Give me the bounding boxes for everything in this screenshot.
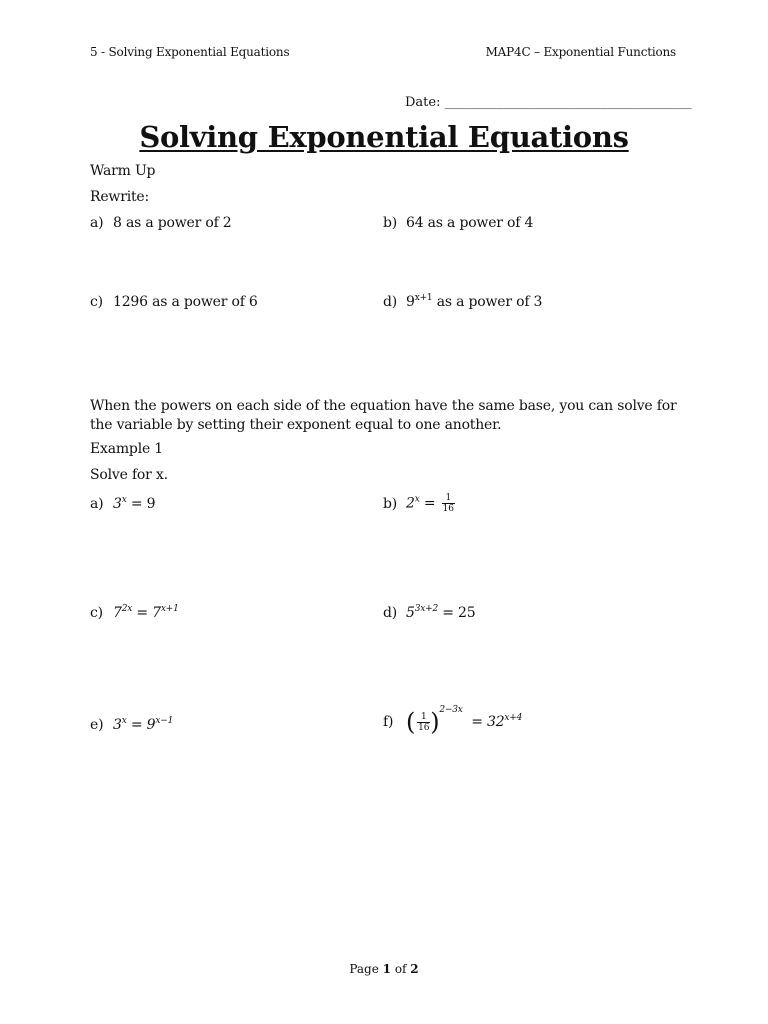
item-label: b) bbox=[383, 215, 398, 231]
explanation-paragraph: When the powers on each side of the equation have the same base, you can solve for the variable by setting their exponent equal to one another. bbox=[90, 398, 677, 433]
footer-middle: of bbox=[391, 962, 411, 976]
warmup-item-b bbox=[383, 215, 533, 231]
rhs-exponent: x+4 bbox=[504, 713, 523, 723]
lhs-base: 5 bbox=[406, 605, 415, 621]
example-item-e bbox=[90, 717, 173, 733]
lhs-base: 2 bbox=[406, 495, 415, 512]
warmup-instruction: Rewrite: bbox=[90, 189, 150, 205]
rhs-exponent: x+1 bbox=[160, 604, 179, 614]
item-text: 64 as a power of 4 bbox=[406, 215, 534, 231]
item-label: d) bbox=[383, 605, 398, 621]
warmup-item-d bbox=[383, 294, 542, 310]
warmup-heading: Warm Up bbox=[90, 163, 156, 179]
right-paren: ) bbox=[430, 708, 440, 736]
example-item-b bbox=[383, 493, 455, 514]
rhs: = bbox=[423, 495, 436, 512]
item-text: 1296 as a power of 6 bbox=[113, 294, 258, 310]
item-exponent: x+1 bbox=[414, 293, 433, 303]
page-footer bbox=[0, 962, 768, 976]
header-right: MAP4C – Exponential Functions bbox=[485, 45, 676, 59]
example-item-a bbox=[90, 496, 155, 512]
date-field: Date: ______________________________________ bbox=[405, 95, 692, 110]
item-label: d) bbox=[383, 294, 398, 310]
page-title: Solving Exponential Equations bbox=[139, 120, 629, 154]
example-heading: Example 1 bbox=[90, 441, 164, 457]
item-label: a) bbox=[90, 215, 104, 231]
rhs-base: = 9 bbox=[130, 717, 156, 733]
item-label: a) bbox=[90, 496, 104, 512]
example-item-d bbox=[383, 605, 475, 621]
fraction bbox=[417, 712, 430, 733]
example-item-c bbox=[90, 605, 179, 621]
lhs-base: 3 bbox=[113, 496, 122, 512]
rhs: = 9 bbox=[130, 496, 156, 512]
left-paren: ( bbox=[406, 708, 416, 736]
example-instruction: Solve for x. bbox=[90, 467, 168, 483]
fraction bbox=[442, 493, 455, 514]
example-item-f bbox=[383, 705, 523, 736]
rhs-exponent: x−1 bbox=[155, 716, 174, 726]
item-text: as a power of 3 bbox=[432, 294, 543, 310]
lhs-exponent: 2x bbox=[121, 604, 133, 614]
item-base: 9 bbox=[406, 294, 415, 310]
item-label: c) bbox=[90, 294, 103, 310]
lhs-exponent: 3x+2 bbox=[414, 604, 438, 614]
rhs: = 25 bbox=[442, 605, 476, 621]
item-label: f) bbox=[383, 714, 394, 730]
footer-prefix: Page bbox=[349, 962, 383, 976]
fraction-denominator: 16 bbox=[418, 722, 430, 733]
item-label: b) bbox=[383, 495, 398, 512]
lhs-exponent: x bbox=[121, 495, 127, 505]
rhs-base: = 32 bbox=[471, 714, 505, 730]
warmup-item-c bbox=[90, 294, 258, 310]
fraction-denominator: 16 bbox=[442, 504, 454, 514]
parenthesized-fraction bbox=[406, 708, 439, 736]
item-label: e) bbox=[90, 717, 104, 733]
fraction-numerator: 1 bbox=[417, 712, 430, 723]
warmup-item-a bbox=[90, 215, 232, 231]
rhs-base: = 7 bbox=[136, 605, 161, 621]
fraction-numerator: 1 bbox=[442, 493, 455, 504]
header-left: 5 - Solving Exponential Equations bbox=[90, 45, 290, 59]
lhs-exponent: 2−3x bbox=[439, 705, 463, 715]
lhs-exponent: x bbox=[414, 494, 420, 505]
lhs-base: 3 bbox=[113, 717, 122, 733]
footer-total-pages: 2 bbox=[410, 962, 419, 976]
footer-current-page: 1 bbox=[382, 962, 391, 976]
lhs-exponent: x bbox=[121, 716, 127, 726]
item-label: c) bbox=[90, 605, 103, 621]
lhs-base: 7 bbox=[113, 605, 122, 621]
item-text: 8 as a power of 2 bbox=[113, 215, 232, 231]
